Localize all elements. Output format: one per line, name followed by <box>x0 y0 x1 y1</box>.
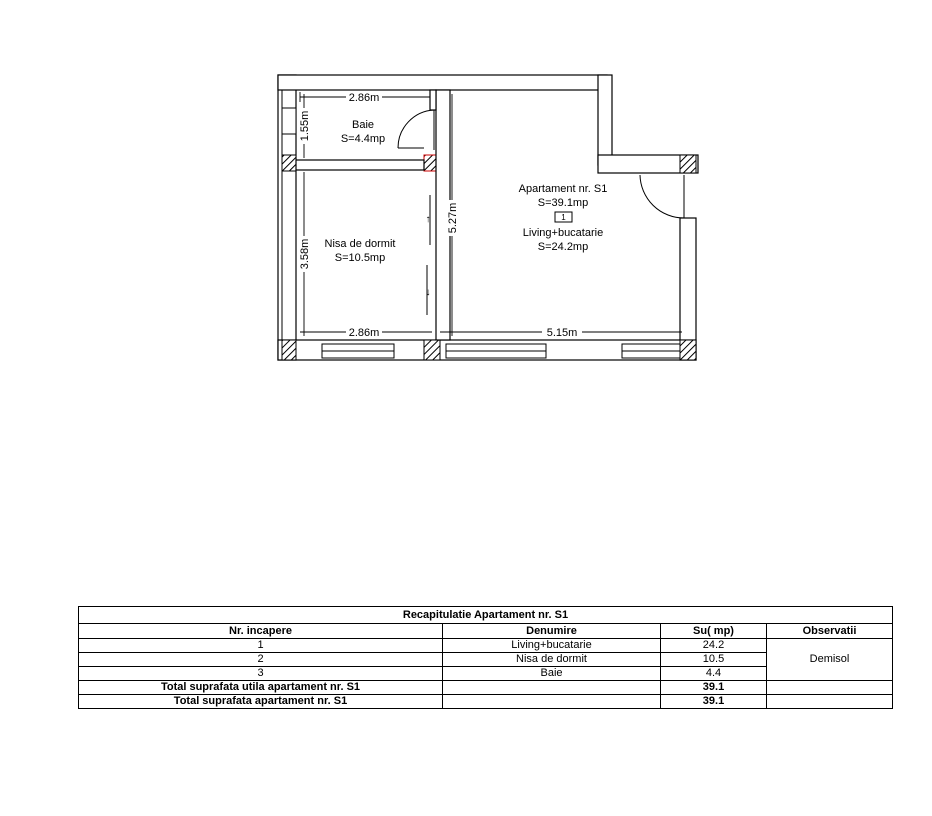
total-value: 39.1 <box>661 681 767 695</box>
row-nr: 2 <box>79 653 443 667</box>
header-su: Su( mp) <box>661 624 767 639</box>
baie-area: S=4.4mp <box>340 133 386 145</box>
total-empty <box>443 695 661 709</box>
total-label: Total suprafata utila apartament nr. S1 <box>79 681 443 695</box>
dim-nisa-height: 3.58m <box>299 238 311 270</box>
apartment-name: Apartament nr. S1 <box>518 183 608 195</box>
nisa-name: Nisa de dormit <box>324 238 396 250</box>
total-row <box>79 695 893 709</box>
nisa-area: S=10.5mp <box>334 252 386 264</box>
total-row <box>79 681 893 695</box>
table-row <box>79 639 893 653</box>
living-name: Living+bucatarie <box>522 227 604 239</box>
windows <box>282 108 680 358</box>
total-empty <box>767 695 893 709</box>
apartment-area: S=39.1mp <box>537 197 589 209</box>
table-header-row <box>79 624 893 639</box>
row-su: 24.2 <box>661 639 767 653</box>
header-observatii: Observatii <box>767 624 893 639</box>
row-name: Nisa de dormit <box>443 653 661 667</box>
observation-cell: Demisol <box>767 639 893 681</box>
room-labels <box>325 119 608 264</box>
total-empty <box>443 681 661 695</box>
dim-baie-height: 1.55m <box>299 110 311 142</box>
row-nr: 1 <box>79 639 443 653</box>
row-nr: 3 <box>79 667 443 681</box>
dim-baie-width: 2.86m <box>348 92 380 104</box>
row-su: 4.4 <box>661 667 767 681</box>
header-nr: Nr. incapere <box>79 624 443 639</box>
living-area: S=24.2mp <box>537 241 589 253</box>
summary-table <box>78 606 893 709</box>
row-su: 10.5 <box>661 653 767 667</box>
dim-living-width: 5.15m <box>546 327 578 339</box>
outer-walls <box>278 75 698 360</box>
dim-nisa-width: 2.86m <box>348 327 380 339</box>
svg-text:↑: ↑ <box>425 214 431 225</box>
baie-name: Baie <box>351 119 375 131</box>
row-name: Baie <box>443 667 661 681</box>
total-label: Total suprafata apartament nr. S1 <box>79 695 443 709</box>
table-title: Recapitulatie Apartament nr. S1 <box>79 607 893 624</box>
total-empty <box>767 681 893 695</box>
room-number: 1 <box>561 213 566 222</box>
total-value: 39.1 <box>661 695 767 709</box>
header-denumire: Denumire <box>443 624 661 639</box>
row-name: Living+bucatarie <box>443 639 661 653</box>
dim-living-height: 5.27m <box>447 202 459 234</box>
svg-text:↓: ↓ <box>425 287 431 298</box>
